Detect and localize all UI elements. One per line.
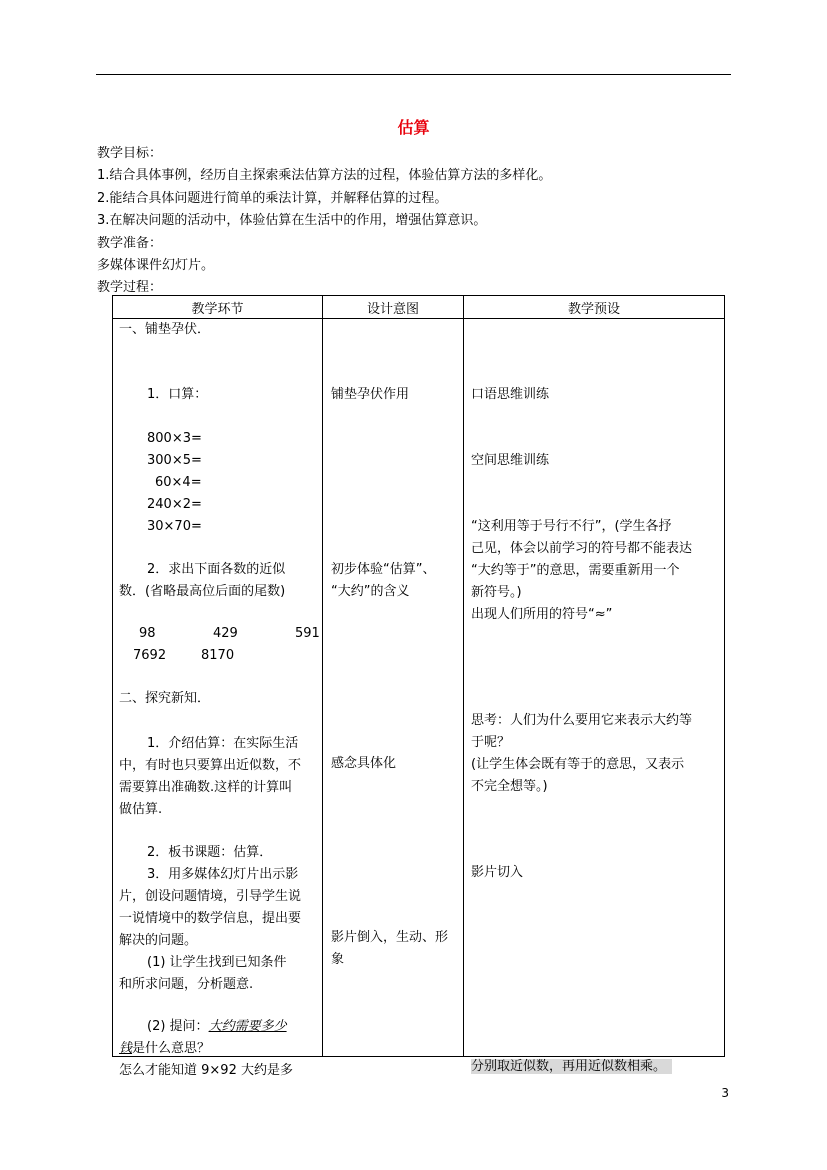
text-line: 片，创设问题情境，引导学生说	[119, 889, 302, 904]
plan-text: (让学生体会既有等于的意思，又表示	[471, 757, 685, 772]
question-suffix: 是什么意思？	[132, 1041, 211, 1056]
number-item: 429	[213, 626, 238, 641]
number-item: 7692	[133, 648, 167, 663]
prep-heading: 教学准备：	[97, 235, 163, 251]
text-line: 3．用多媒体幻灯片出示影	[147, 867, 299, 882]
question-emphasis: 大约需要多少	[208, 1019, 287, 1034]
text-line: 2．板书课题：估算．	[147, 845, 273, 860]
table-header-row	[113, 296, 725, 319]
goals-heading: 教学目标：	[97, 146, 163, 161]
col-teaching-plan	[464, 319, 725, 1074]
plan-text: 影片切入	[471, 865, 524, 880]
text-line: 需要算出准确数.这样的计算叫	[119, 780, 293, 795]
col-design-intent	[323, 319, 464, 1057]
plan-text-highlight	[471, 1056, 672, 1078]
text-line	[119, 1038, 210, 1060]
prep-text: 多媒体课件幻灯片。	[97, 258, 215, 274]
header-cell: 设计意图	[323, 296, 464, 319]
header-cell: 教学环节	[113, 296, 323, 319]
plan-text: “大约等于”的意思，需要重新用一个	[471, 563, 680, 578]
plan-text: 口语思维训练	[471, 387, 550, 402]
text-line: (1) 让学生找到已知条件	[147, 955, 287, 970]
number-item: 98	[139, 626, 156, 641]
text-line: 怎么才能知道 9×92 大约是多	[119, 1063, 293, 1078]
calc-item: 30×70=	[147, 519, 202, 534]
step-label: 1．口算：	[147, 387, 208, 402]
goal-item: 2.能结合具体问题进行简单的乘法计算，并解释估算的过程。	[97, 190, 448, 206]
plan-text: 己见，体会以前学习的符号都不能表达	[471, 541, 693, 556]
question-emphasis: 钱	[119, 1041, 133, 1056]
text-line: 一说情境中的数学信息，提出要	[119, 911, 302, 926]
plan-text: 空间思维训练	[471, 453, 550, 468]
intent-text: 影片倒入，生动、形	[331, 930, 449, 945]
intent-text: 象	[331, 952, 345, 967]
section-heading: 二、探究新知．	[119, 691, 211, 706]
lesson-table	[112, 295, 725, 1078]
col-teaching-steps	[113, 319, 323, 1078]
intent-text: “大约”的含义	[331, 584, 410, 599]
text-line: 解决的问题。	[119, 933, 198, 948]
header-cell: 教学预设	[464, 296, 725, 319]
plan-text: 不完全想等。)	[471, 779, 548, 794]
text-line: 和所求问题，分析题意.	[119, 977, 254, 992]
number-item: 591	[295, 626, 320, 641]
intent-text: 初步体验“估算”、	[331, 562, 436, 577]
page-title: 估算	[397, 118, 430, 137]
plan-text: 出现人们所用的符号“≈”	[471, 607, 613, 622]
plan-text: 于呢？	[471, 735, 511, 750]
intent-text: 感念具体化	[331, 756, 397, 771]
step-label: 2．求出下面各数的近似	[147, 562, 286, 577]
text-line	[147, 1016, 287, 1038]
calc-item: 800×3=	[147, 431, 202, 446]
step-label: 数．(省略最高位后面的尾数)	[119, 584, 286, 599]
table-row	[113, 319, 725, 1057]
plan-text: 新符号。)	[471, 585, 522, 600]
calc-item: 240×2=	[147, 497, 202, 512]
calc-item: 300×5=	[147, 453, 202, 468]
calc-item: 60×4=	[155, 475, 202, 490]
goal-item: 3.在解决问题的活动中，体验估算在生活中的作用，增强估算意识。	[97, 213, 487, 229]
number-item: 8170	[201, 648, 235, 663]
plan-text: 思考：人们为什么要用它来表示大约等	[471, 713, 693, 728]
question-prefix: (2) 提问：	[147, 1019, 209, 1034]
highlighted-answer: 分别取近似数，再用近似数相乘。	[471, 1059, 672, 1074]
intent-text: 铺垫孕伏作用	[331, 387, 410, 402]
section-heading: 一、铺垫孕伏．	[119, 322, 211, 337]
page-number: 3	[721, 1086, 729, 1100]
text-line: 中，有时也只要算出近似数，不	[119, 758, 302, 773]
process-heading: 教学过程：	[97, 280, 163, 296]
text-line: 做估算.	[119, 802, 163, 817]
plan-text: “这利用等于号行不行”，(学生各抒	[471, 519, 672, 534]
intro-section	[97, 143, 737, 300]
header-rule	[96, 74, 731, 75]
goal-item: 1.结合具体事例，经历自主探索乘法估算方法的过程，体验估算方法的多样化。	[97, 168, 552, 184]
text-line: 1．介绍估算：在实际生活	[147, 736, 299, 751]
